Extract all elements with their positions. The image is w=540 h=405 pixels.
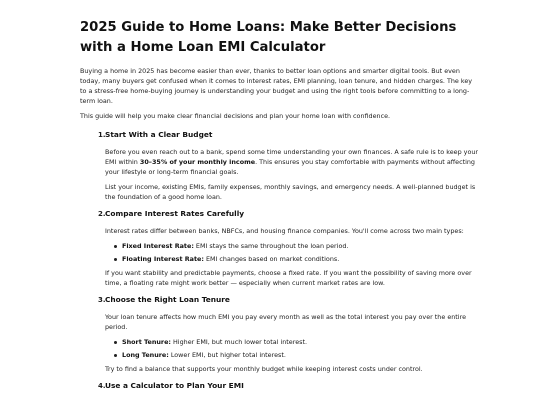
- section-number: 3.: [98, 296, 106, 304]
- section-title: Compare Interest Rates Carefully: [105, 209, 245, 218]
- bullet-text: EMI changes based on market conditions.: [203, 255, 340, 263]
- list-item: [122, 337, 480, 347]
- section-heading: [98, 129, 480, 141]
- page-title: 2025 Guide to Home Loans: Make Better Decisions with a Home Loan EMI Calculator: [80, 20, 457, 55]
- section-emi-calculator: [80, 380, 480, 392]
- section-paragraph: List your income, existing EMIs, family expenses, monthly savings, and emergency needs. A well-planned budget is the foundation of a good home loan.: [105, 183, 476, 201]
- section-number: 2.: [98, 210, 106, 218]
- section-number: 4.: [98, 382, 106, 390]
- section-paragraph: Interest rates differ between banks, NBFCs, and housing finance companies. You'll come across two main types:: [105, 227, 464, 235]
- section-title: Start With a Clear Budget: [105, 130, 213, 139]
- emphasis-text: 30–35% of your monthly income: [139, 158, 256, 166]
- section-heading: [98, 380, 480, 392]
- section-title: Choose the Right Loan Tenure: [105, 295, 230, 304]
- intro-paragraph: This guide will help you make clear financial decisions and plan your home loan with confidence.: [80, 112, 391, 120]
- bullet-text: Lower EMI, but higher total interest.: [168, 351, 286, 359]
- section-budget: [80, 129, 480, 202]
- section-list: [80, 129, 480, 392]
- list-item: [122, 350, 480, 360]
- bullet-label: Short Tenure:: [122, 338, 171, 346]
- section-paragraph: [105, 147, 480, 177]
- section-paragraph: Try to find a balance that supports your monthly budget while keeping interest costs under control.: [105, 365, 423, 373]
- list-item: [122, 241, 480, 251]
- section-paragraph: Your loan tenure affects how much EMI you pay every month as well as the total interest you pay over the entire period.: [105, 313, 467, 331]
- bullet-list: [105, 241, 480, 264]
- intro-paragraph: Buying a home in 2025 has become easier than ever, thanks to better loan options and smarter digital tools. But even today, many buyers get confused when it comes to interest rates, EMI planning, loan tenure, and hidden charges. The key to a stress-free home-buying journey is understanding your budget and using the right tools before committing to a long-term loan.: [80, 67, 473, 105]
- bullet-label: Floating Interest Rate:: [122, 255, 204, 263]
- section-number: 1.: [98, 131, 106, 139]
- list-item: [122, 254, 480, 264]
- bullet-label: Long Tenure:: [122, 351, 169, 359]
- bullet-text: Higher EMI, but much lower total interest.: [170, 338, 307, 346]
- section-title: Use a Calculator to Plan Your EMI: [105, 381, 244, 390]
- section-paragraph: If you want stability and predictable payments, choose a fixed rate. If you want the possibility of saving more over time, a floating rate might work better — especially when current market rates are low.: [105, 269, 472, 287]
- bullet-list: [105, 337, 480, 360]
- text-run: Before you even reach out to a bank, spend some time understanding your own finances. A safe rule is to keep your EMI within: [105, 148, 479, 166]
- bullet-label: Fixed Interest Rate:: [122, 242, 194, 250]
- text-run: . This ensures you stay comfortable with payments without affecting your lifestyle or long-term financial goals.: [105, 158, 475, 176]
- section-heading: [98, 208, 480, 220]
- section-heading: [98, 294, 480, 306]
- bullet-text: EMI stays the same throughout the loan period.: [193, 242, 349, 250]
- section-interest-rates: [80, 208, 480, 288]
- section-loan-tenure: [80, 294, 480, 374]
